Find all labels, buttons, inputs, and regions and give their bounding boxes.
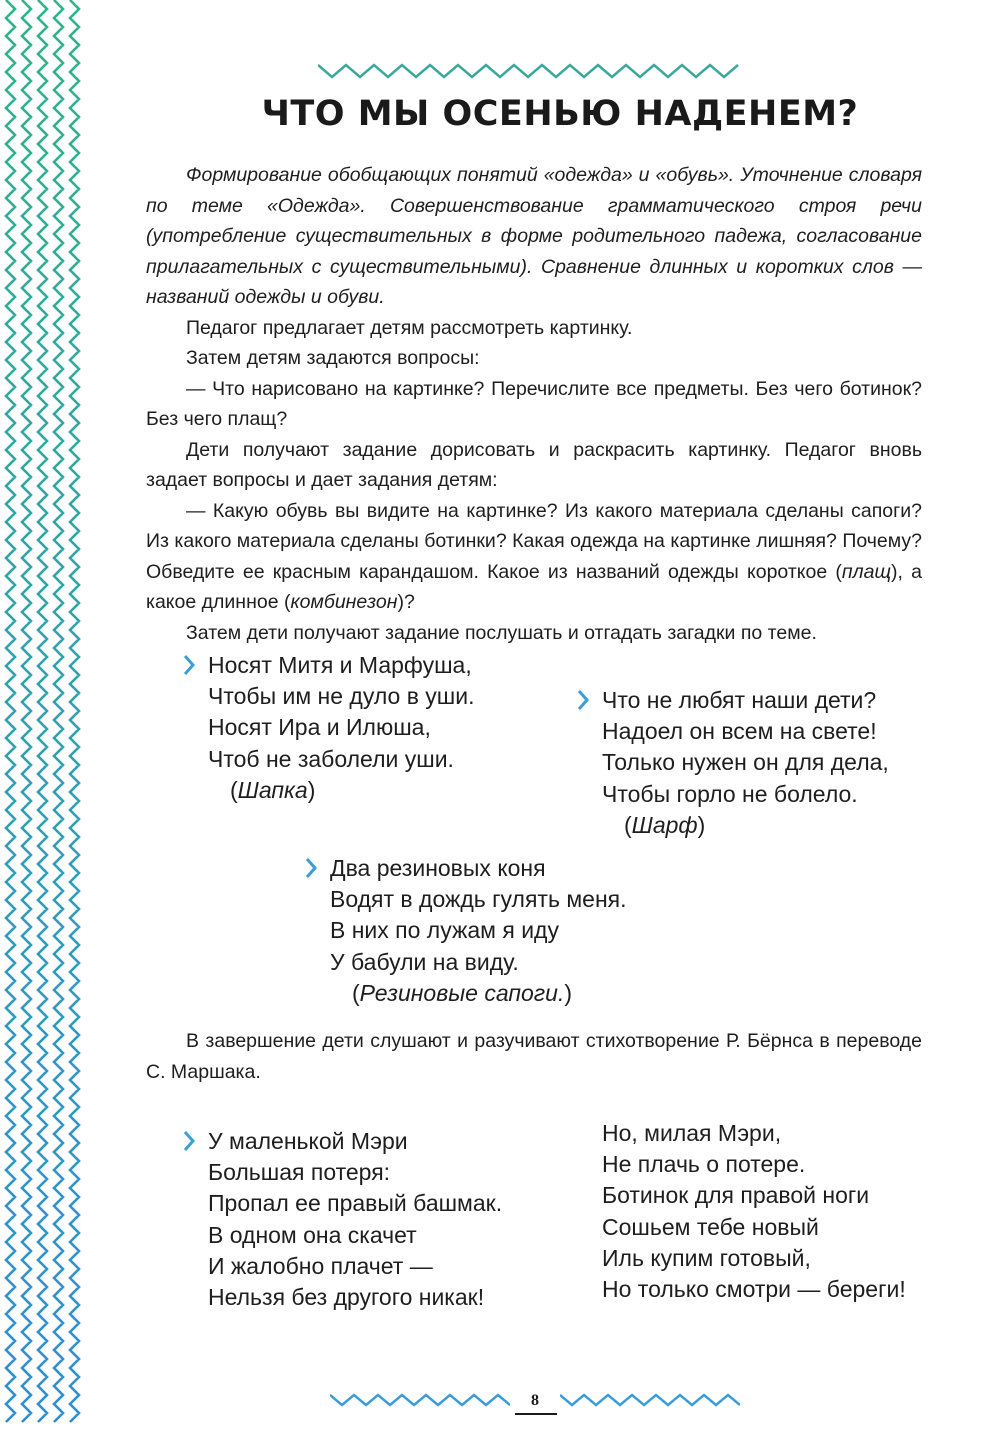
riddle-line: Два резиновых коня — [330, 855, 546, 881]
example-word: плащ — [841, 560, 892, 583]
poem-line: Сошьем тебе новый — [602, 1213, 819, 1240]
paragraph: Затем детям задаются вопросы: — [186, 347, 480, 369]
riddle-answer-word: Шарф — [631, 811, 698, 838]
poem-line: Пропал ее правый башмак. — [208, 1190, 503, 1217]
paragraph: Затем дети получают задание послушать и отгадать загадки по теме. — [186, 621, 817, 644]
chevron-right-icon — [575, 688, 591, 712]
paragraph-text: )? — [397, 591, 415, 613]
poem-stanza-right — [602, 1118, 906, 1305]
poem-line: Ботинок для правой ноги — [602, 1182, 870, 1209]
riddle-line: Носят Митя и Марфуша, — [208, 652, 472, 678]
riddle-line: Надоел он всем на свете! — [602, 718, 877, 745]
zigzag-line — [70, 0, 79, 1422]
paragraph: Педагог предлагает детям рассмотреть картинку. — [186, 316, 633, 339]
riddle-line: Чтобы им не дуло в уши. — [208, 683, 475, 710]
poem-line: Иль купим готовый, — [602, 1244, 811, 1271]
closing-text — [146, 1026, 922, 1087]
paragraph — [146, 496, 922, 618]
page-number-underline — [515, 1412, 557, 1416]
bottom-wave-right-decoration — [560, 1390, 740, 1410]
page-number: 8 — [531, 1392, 539, 1409]
paragraph: Дети получают задание дорисовать и раскрасить картинку. Педагог вновь задает вопросы и дает задания детям: — [146, 438, 922, 491]
riddle-line: Только нужен он для дела, — [602, 749, 889, 776]
page-title: ЧТО МЫ ОСЕНЬЮ НАДЕНЕМ? — [261, 94, 859, 134]
poem-line: Большая потеря: — [208, 1159, 391, 1186]
riddle-line: У бабули на виду. — [330, 948, 519, 975]
zigzag-line — [22, 0, 31, 1422]
paragraph-text: ), а какое длинное ( — [146, 560, 922, 613]
zigzag-line — [54, 0, 63, 1422]
bottom-wave-left-decoration — [330, 1390, 510, 1410]
poem-line: У маленькой Мэри — [208, 1128, 408, 1154]
example-word: комбинезон — [290, 591, 398, 613]
paragraph-text: — Какую обувь вы видите на картинке? Из какого материала сделаны сапоги? Из какого материала сделаны ботинки? Какая одежда на картинке лишняя? Почему? Обведите ее красным карандашом. Какое из названий одежды короткое ( — [146, 499, 922, 583]
paragraph: В завершение дети слушают и разучивают стихотворение Р. Бёрнса в переводе С. Маршака. — [146, 1030, 922, 1083]
paragraph: — Что нарисовано на картинке? Перечислите все предметы. Без чего ботинок? Без чего плащ? — [146, 377, 922, 430]
zigzag-line — [6, 0, 15, 1422]
riddle-line: Что не любят наши дети? — [602, 687, 877, 713]
riddle-line: В них по лужам я иду — [330, 917, 559, 944]
side-zigzag-decoration — [0, 0, 90, 1430]
zigzag-line — [38, 0, 47, 1422]
riddle-answer: (Шапка) — [230, 776, 316, 803]
riddle-1 — [208, 650, 475, 806]
poem-line: Но, милая Мэри, — [602, 1120, 782, 1146]
riddle-3 — [330, 853, 626, 1009]
poem-stanza-left — [208, 1126, 502, 1313]
chevron-right-icon — [303, 856, 319, 880]
intro-paragraph: Формирование обобщающих понятий «одежда» и «обувь». Уточнение словаря по теме «Одежда». Совершенствование грамматического строя речи (употребление существительных в форме родительного падежа, согласование прилагательных с существительными). Сравнение длинных и коротких слов — названий одежды и обуви. — [146, 164, 922, 308]
chevron-right-icon — [181, 653, 197, 677]
riddle-line: Чтоб не заболели уши. — [208, 745, 454, 772]
riddle-line: Водят в дождь гулять меня. — [330, 886, 627, 913]
top-wave-decoration — [318, 60, 748, 82]
lesson-text — [146, 160, 922, 648]
poem-line: И жалобно плачет — — [208, 1252, 433, 1279]
riddle-line: Чтобы горло не болело. — [602, 780, 858, 807]
riddle-answer: (Шарф) — [624, 811, 706, 838]
poem-line: Но только смотри — береги! — [602, 1276, 906, 1303]
poem-line: В одном она скачет — [208, 1221, 417, 1248]
riddle-2 — [602, 685, 889, 841]
riddle-answer-word: Резиновые сапоги. — [359, 979, 565, 1006]
poem-line: Не плачь о потере. — [602, 1151, 806, 1178]
riddle-answer-word: Шапка — [237, 776, 308, 803]
poem-line: Нельзя без другого никак! — [208, 1284, 485, 1311]
riddle-answer: (Резиновые сапоги.) — [352, 979, 573, 1006]
riddle-line: Носят Ира и Илюша, — [208, 714, 431, 741]
chevron-right-icon — [181, 1129, 197, 1153]
